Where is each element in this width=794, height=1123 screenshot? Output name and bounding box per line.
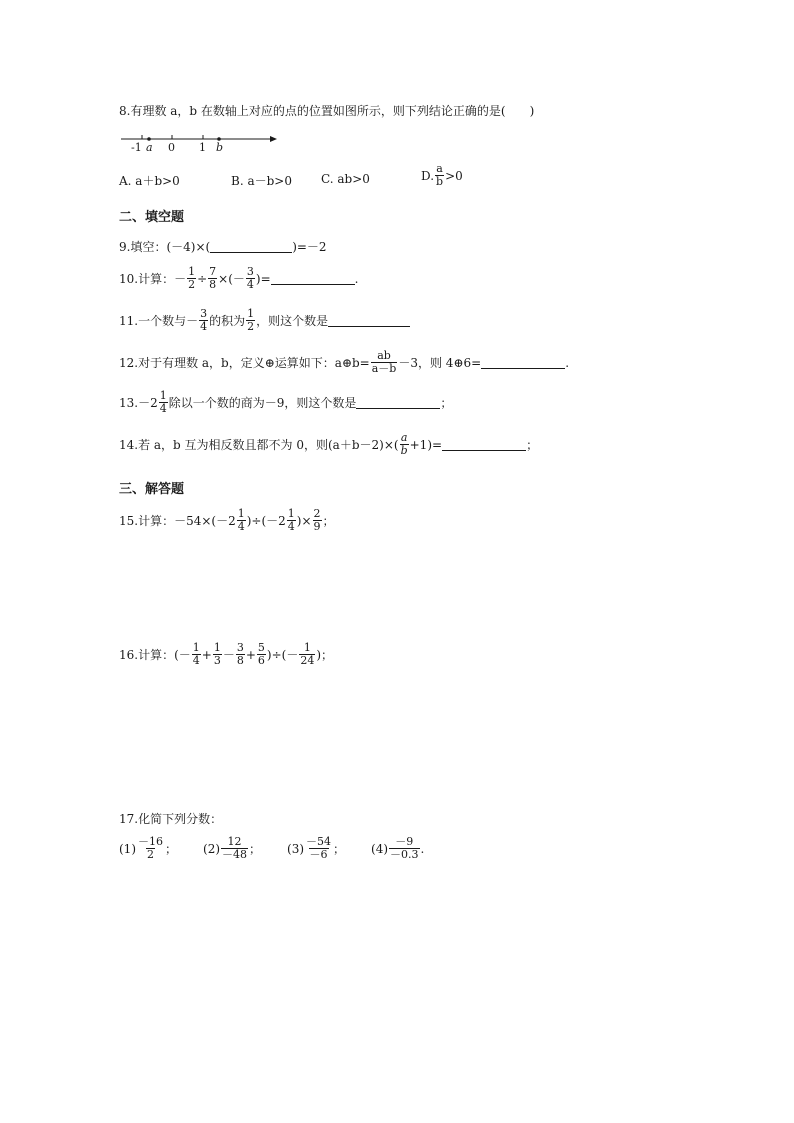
numberline-label: b <box>216 141 224 154</box>
fraction: $\frac{1}{2}$ <box>247 307 255 333</box>
fraction: $\frac{-9}{-0.3}$ <box>390 835 419 861</box>
option-a <box>119 172 180 189</box>
question-16 <box>119 642 333 667</box>
fraction: $\frac{12}{-48}$ <box>222 835 248 861</box>
section-solve <box>119 478 184 497</box>
fraction: $\frac{-16}{2}$ <box>138 835 163 861</box>
answer-blank[interactable] <box>481 356 565 369</box>
fraction: $\frac{ab}{a-b}$ <box>371 349 397 375</box>
fraction: $\frac{1}{3}$ <box>213 641 221 667</box>
fraction: $\frac{a}{b}$ <box>400 431 408 457</box>
option-a-text: A. a＋b>0 <box>119 174 180 188</box>
question-17-parts <box>119 836 424 861</box>
section-3-heading: 三、解答题 <box>119 482 185 497</box>
option-d-fraction: $\frac{a}{b}$ <box>436 162 444 188</box>
fraction: $\frac{7}{8}$ <box>209 265 217 291</box>
part-label: (3) <box>287 841 305 856</box>
question-12 <box>119 350 569 375</box>
numberline-label: a <box>146 141 153 154</box>
q14-prefix: 14.若 a，b 互为相反数且都不为 0，则(a＋b－2)×( <box>119 438 399 452</box>
fraction: $\frac{1}{4}$ <box>287 507 295 533</box>
question-15 <box>119 508 335 533</box>
answer-blank[interactable] <box>356 396 440 409</box>
separator: . <box>420 841 425 856</box>
question-11 <box>119 308 410 333</box>
fraction: $\frac{3}{4}$ <box>246 265 254 291</box>
question-8-text: 8.有理数 a，b 在数轴上对应的点的位置如图所示，则下列结论正确的是( ) <box>119 104 535 118</box>
answer-blank[interactable] <box>271 272 355 285</box>
part-label: (2) <box>203 841 221 856</box>
option-c-text: C. ab>0 <box>321 172 370 186</box>
q11-prefix: 11.一个数与－ <box>119 314 199 328</box>
q9-prefix: 9.填空：(－4)×( <box>119 240 211 254</box>
separator: ； <box>165 842 178 856</box>
option-d-suffix: >0 <box>445 168 463 183</box>
question-17-title <box>119 810 222 827</box>
operator: + <box>245 647 256 662</box>
section-2-heading: 二、填空题 <box>119 210 185 225</box>
q11-end: ，则这个数是 <box>256 314 329 328</box>
separator: ； <box>333 842 346 856</box>
fraction: $\frac{1}{2}$ <box>188 265 196 291</box>
operator: － <box>222 648 235 662</box>
numberline-label: 0 <box>168 141 175 154</box>
fraction: $\frac{5}{6}$ <box>257 641 265 667</box>
fraction: $\frac{3}{8}$ <box>236 641 244 667</box>
q12-mid: －3，则 4⊕6= <box>398 356 482 370</box>
operator: )÷(－ <box>266 648 299 662</box>
question-8 <box>119 102 534 119</box>
operator: ×(－ <box>218 272 245 286</box>
question-9 <box>119 238 327 255</box>
operator: )= <box>255 271 271 286</box>
option-d-prefix: D. <box>421 168 435 183</box>
fraction: $\frac{2}{9}$ <box>313 507 321 533</box>
question-10 <box>119 266 358 291</box>
q9-suffix: )=－2 <box>292 240 327 254</box>
q14-mid: +1)= <box>409 437 443 452</box>
operator: )× <box>296 513 312 528</box>
numberline-label: -1 <box>131 141 142 154</box>
question-14 <box>119 432 538 457</box>
operator: ÷ <box>197 271 208 286</box>
q13-end: ； <box>440 396 453 410</box>
q10-prefix: 10.计算：－ <box>119 272 187 286</box>
answer-blank[interactable] <box>328 314 410 327</box>
q10-end: . <box>354 271 359 286</box>
fraction: $\frac{1}{24}$ <box>300 641 315 667</box>
q13-mid: 除以一个数的商为－9，则这个数是 <box>168 396 357 410</box>
option-b-text: B. a－b>0 <box>231 174 292 188</box>
option-c <box>321 172 370 186</box>
q12-prefix: 12.对于有理数 a，b，定义⊕运算如下：a⊕b= <box>119 356 370 370</box>
q15-prefix: 15.计算：－54×(－2 <box>119 514 236 528</box>
q13-prefix: 13.－2 <box>119 396 158 410</box>
fraction: $\frac{1}{4}$ <box>159 389 167 415</box>
fraction: $\frac{1}{4}$ <box>192 641 200 667</box>
part-label: (1) <box>119 841 136 856</box>
option-b <box>231 172 292 189</box>
section-fill-in <box>119 206 184 225</box>
numberline-label: 1 <box>199 141 206 154</box>
q16-end: )； <box>316 648 334 662</box>
q16-prefix: 16.计算：(－ <box>119 648 191 662</box>
q12-end: . <box>565 355 570 370</box>
q15-end: ； <box>322 514 335 528</box>
part-label: (4) <box>371 841 389 856</box>
number-line <box>119 132 279 154</box>
fraction: $\frac{1}{4}$ <box>237 507 245 533</box>
q17-title: 17.化简下列分数： <box>119 812 223 826</box>
operator: + <box>201 647 212 662</box>
separator: ； <box>249 842 262 856</box>
option-d <box>421 163 463 188</box>
fraction: $\frac{3}{4}$ <box>200 307 208 333</box>
answer-blank[interactable] <box>210 240 292 253</box>
fraction: $\frac{-54}{-6}$ <box>306 835 332 861</box>
operator: )÷(－2 <box>246 514 286 528</box>
q14-end: ； <box>526 438 539 452</box>
answer-blank[interactable] <box>442 438 526 451</box>
question-13 <box>119 390 452 415</box>
q11-mid: 的积为 <box>209 314 246 328</box>
